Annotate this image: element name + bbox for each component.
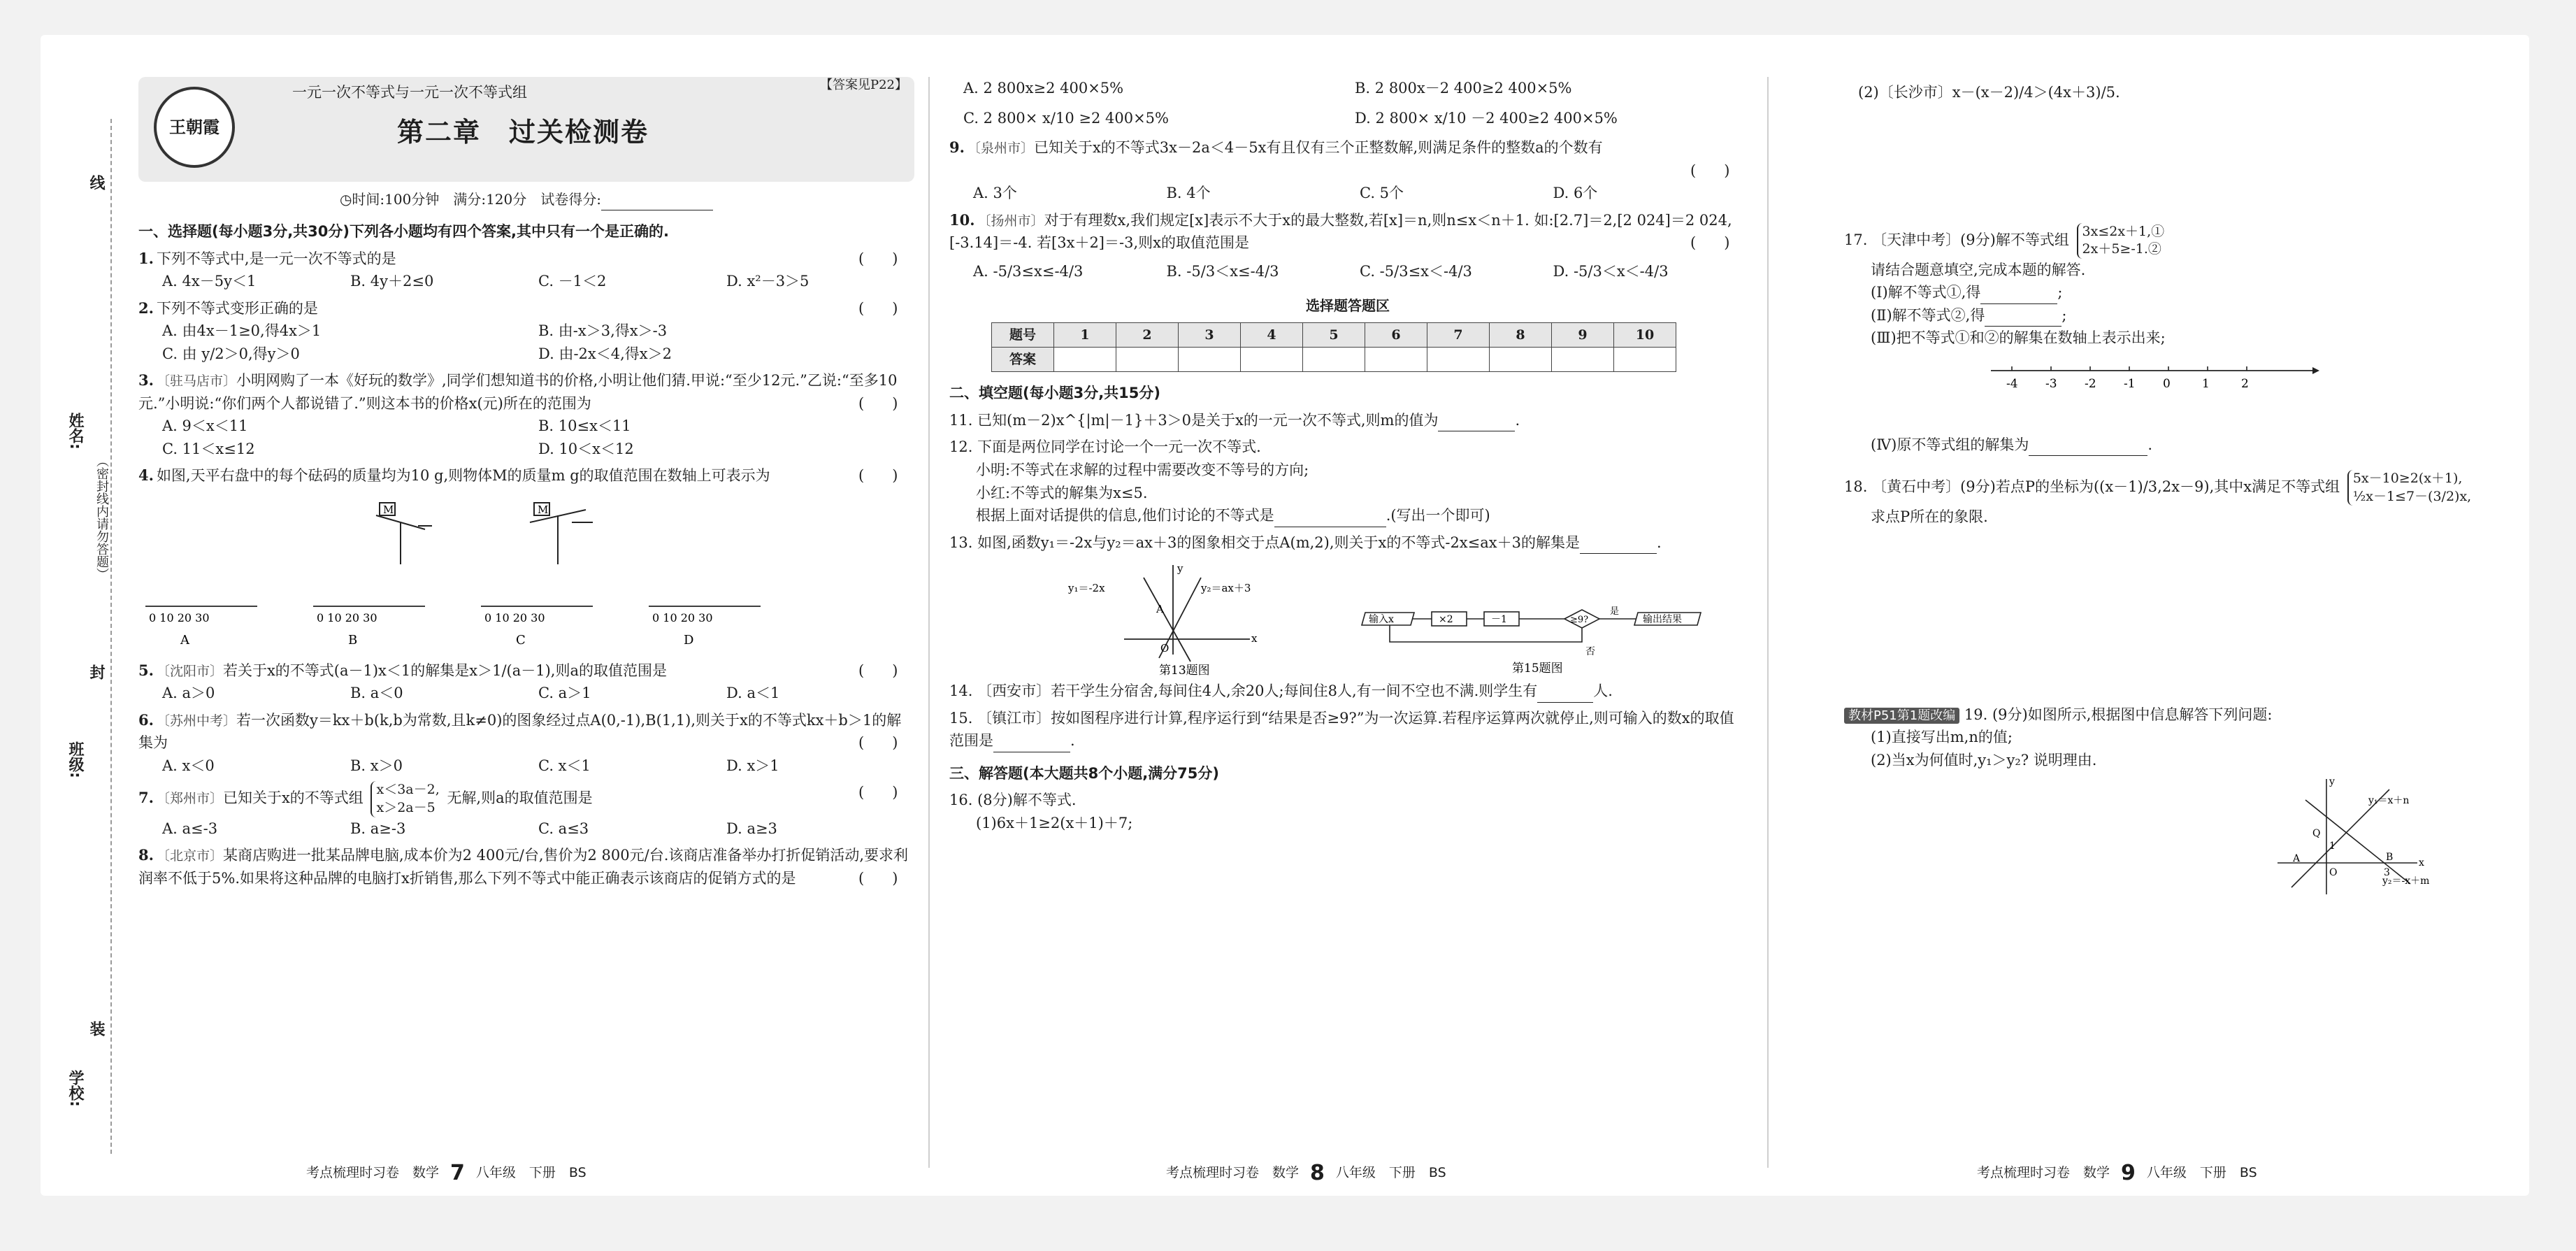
question-16: 16. (8分)解不等式. (1)6x＋1≥2(x＋1)＋7; — [949, 792, 1133, 831]
figure-caption: 第15题图 — [1512, 662, 1563, 676]
tick-labels: 0 10 20 30 — [652, 611, 713, 625]
option: B. x＞0 — [350, 757, 403, 774]
option: C. -5/3≤x＜-4/3 — [1360, 262, 1472, 280]
table-header: 6 — [1365, 323, 1427, 348]
tick-labels: 0 10 20 30 — [149, 611, 210, 625]
answer-cell[interactable] — [1614, 348, 1676, 372]
tick-label: 0 — [2163, 377, 2171, 392]
option: D. 6个 — [1553, 185, 1598, 202]
flow-input: 输入x — [1369, 614, 1394, 626]
option: C. 2 800× x/10 ≥2 400×5% — [963, 109, 1169, 127]
option: C. 由 y/2＞0,得y＞0 — [162, 345, 300, 362]
question-3: 3. 〔驻马店市〕小明网购了一本《好玩的数学》,同学们想知道书的价格,小明让他们猜.甲说:“至少12元.”乙说:“至多10元.”小明说:“你们两个人都说错了.”则这本书的价格x(元)所在的范围为 () A. 9＜x＜11 B. 10≤x＜11 C. 11＜x≤12 D. 10＜x＜12 — [138, 369, 914, 460]
chapter-header — [138, 77, 914, 182]
option: A. 2 800x≥2 400×5% — [963, 80, 1124, 96]
option: B. a＜0 — [350, 685, 403, 702]
option: D. a＜1 — [726, 685, 780, 702]
mark-seal: 封 — [87, 664, 105, 680]
option: D. 2 800× x/10 －2 400≥2 400×5% — [1355, 109, 1618, 127]
option: D. 10＜x＜12 — [538, 440, 634, 457]
footer-page-9: 考点梳理时习卷 数学 9 八年级 下册 BS — [1977, 1161, 2257, 1185]
answer-cell[interactable] — [1365, 348, 1427, 372]
footer-page-7: 考点梳理时习卷 数学 7 八年级 下册 BS — [306, 1161, 587, 1185]
option: D. x＞1 — [726, 757, 779, 774]
label-y1: y₁＝x＋n — [2368, 794, 2410, 806]
option: A. a≤-3 — [162, 820, 218, 837]
exam-meta: ◷时间:100分钟 满分:120分 试卷得分: — [138, 189, 914, 210]
option: A. 3个 — [973, 185, 1017, 202]
option: A. 9＜x＜11 — [162, 417, 248, 435]
flow-yes: 是 — [1610, 606, 1620, 617]
obj-label: M — [383, 503, 394, 517]
option-label: B — [348, 633, 358, 648]
option: B. 由-x＞3,得x＞-3 — [538, 322, 668, 340]
answer-cell[interactable] — [1490, 348, 1552, 372]
section-3-title: 三、解答题(本大题共8个小题,满分75分) — [949, 764, 1220, 782]
binding-strip — [64, 119, 127, 1154]
tick-label: 1 — [2202, 377, 2210, 392]
label-3: 3 — [2384, 866, 2390, 878]
q8-options — [949, 77, 1746, 129]
option: D. 由-2x＜4,得x＞2 — [538, 345, 672, 362]
inequality-system: 3x≤2x＋1,① 2x＋5≥-1.② — [2077, 223, 2165, 259]
table-header: 1 — [1054, 323, 1116, 348]
option: C. a≤3 — [538, 820, 589, 837]
footer-page-8: 考点梳理时习卷 数学 8 八年级 下册 BS — [1166, 1161, 1446, 1185]
question-5: 5. 〔沈阳市〕若关于x的不等式(a－1)x＜1的解集是x＞1/(a－1),则a的取值范围是 () A. a＞0 B. a＜0 C. a＞1 D. a＜1 — [138, 659, 914, 705]
question-17: 17. 〔天津中考〕(9分)解不等式组 3x≤2x＋1,① 2x＋5≥-1.② 请结合题意填空,完成本题的解答. (Ⅰ)解不等式①,得 ; (Ⅱ)解不等式②,得 ; (Ⅲ)把不等式①和②的解集在数轴上表示出来; -4 -3 -2 -1 0 1 2 (Ⅳ)原不等式组的解集为 . — [1844, 223, 2487, 457]
table-header: 8 — [1490, 323, 1552, 348]
label-1: 1 — [2329, 840, 2336, 852]
question-6: 6. 〔苏州中考〕若一次函数y＝kx＋b(k,b为常数,且k≠0)的图象经过点A(0,-1),B(1,1),则关于x的不等式kx＋b＞1的解集为 () A. x＜0 B. x＞0 C. x＜1 D. x＞1 — [138, 709, 914, 778]
option: A. -5/3≤x≤-4/3 — [973, 262, 1084, 280]
answer-cell[interactable] — [1303, 348, 1365, 372]
option: A. x＜0 — [162, 757, 215, 774]
question-16-part2: (2)〔长沙市〕x－(x－2)/4＞(4x＋3)/5. — [1858, 84, 2120, 101]
table-header: 10 — [1614, 323, 1676, 348]
option: C. 5个 — [1360, 185, 1404, 202]
tick-label: -1 — [2124, 377, 2136, 392]
question-11: 11. 已知(m－2)x^{|m|－1}＋3＞0是关于x的一元一次不等式,则m的值为 . — [949, 409, 1746, 432]
question-4: 4. 如图,天平右盘中的每个砝码的质量均为10 g,则物体M的质量m g的取值范围在数轴上可表示为 () M M 0 10 20 30 A 0 10 20 30 B 0 10 20 30 C 0 10 20 30 D — [138, 464, 914, 655]
answer-cell[interactable] — [1241, 348, 1303, 372]
table-header: 题号 — [992, 323, 1054, 348]
option-label: C — [516, 633, 526, 648]
table-header: 7 — [1427, 323, 1490, 348]
question-9: 9. 〔泉州市〕已知关于x的不等式3x－2a＜4－5x有且仅有三个正整数解,则满足条件的整数a的个数有 () A. 3个 B. 4个 C. 5个 D. 6个 — [949, 136, 1746, 205]
option: B. -5/3＜x≤-4/3 — [1166, 262, 1279, 280]
flow-times2: ×2 — [1439, 614, 1453, 626]
option: A. 由4x－1≥0,得4x＞1 — [162, 322, 322, 340]
question-19: 教材P51第1题改编 19. (9分)如图所示,根据图中信息解答下列问题: (1)直接写出m,n的值; (2)当x为何值时,y₁＞y₂? 说明理由. y₁＝x＋n y₂＝-x＋m Q A B O 1 3 x y — [1844, 703, 2487, 904]
question-18: 18. 〔黄石中考〕(9分)若点P的坐标为((x－1)/3,2x－9),其中x满足不等式组 5x－10≥2(x＋1), ½x－1≤7－(3/2)x, 求点P所在的象限. — [1844, 471, 2472, 526]
label-o: O — [1160, 642, 1170, 655]
option: D. a≥3 — [726, 820, 777, 837]
option-label: A — [180, 633, 189, 648]
flow-no: 否 — [1585, 646, 1595, 658]
figure-caption: 第13题图 — [1159, 664, 1210, 676]
label-a: A — [2293, 852, 2301, 864]
section-2-title: 二、填空题(每小题3分,共15分) — [949, 385, 1161, 402]
label-b: B — [2386, 851, 2394, 863]
obj-label: M — [538, 503, 549, 517]
answer-reference: 【答案见P22】 — [819, 78, 907, 92]
answer-cell[interactable] — [1054, 348, 1116, 372]
question-2: 2. 下列不等式变形正确的是 () A. 由4x－1≥0,得4x＞1 B. 由-x＞3,得x＞-3 C. 由 y/2＞0,得y＞0 D. 由-2x＜4,得x＞2 — [138, 297, 914, 366]
seal-note: （密封线内请勿答题） — [94, 455, 109, 580]
flow-output: 输出结果 — [1643, 614, 1682, 626]
mark-bind: 装 — [87, 1021, 105, 1036]
label-y1: y₁＝-2x — [1068, 582, 1105, 595]
question-13: 13. 如图,函数y₁＝-2x与y₂＝ax＋3的图象相交于点A(m,2),则关于x的不等式-2x≤ax＋3的解集是 . — [949, 531, 1746, 555]
column-page-8 — [949, 77, 1758, 837]
option: B. 4个 — [1166, 185, 1211, 202]
tick-labels: 0 10 20 30 — [484, 611, 545, 625]
tick-label: -3 — [2045, 377, 2057, 392]
label-o: O — [2329, 866, 2338, 878]
column-divider — [1767, 77, 1769, 1168]
number-line — [1984, 357, 2319, 399]
inequality-system: x＜3a－2, x＞2a－5 — [370, 781, 439, 817]
inequality-system: 5x－10≥2(x＋1), ½x－1≤7－(3/2)x, — [2347, 470, 2471, 506]
flow-check: ≥9? — [1570, 615, 1589, 626]
question-7: 7. 〔郑州市〕已知关于x的不等式组 x＜3a－2, x＞2a－5 无解,则a的取值范围是 () A. a≤-3 B. a≥-3 C. a≤3 D. a≥3 — [138, 781, 914, 840]
mark-line: 线 — [87, 175, 105, 190]
table-header: 4 — [1241, 323, 1303, 348]
option: B. 10≤x＜11 — [538, 417, 631, 435]
tick-labels: 0 10 20 30 — [317, 611, 377, 625]
column-page-7 — [138, 77, 926, 892]
question-8: 8. 〔北京市〕某商店购进一批某品牌电脑,成本价为2 400元/台,售价为2 800元/台.该商店准备举办打折促销活动,要求利润率不低于5%.如果将这种品牌的电脑打x折销售,那么下列不等式中能正确表示该商店的促销方式的是 () — [138, 846, 926, 887]
label-q: Q — [2312, 827, 2321, 839]
question-12: 12. 下面是两位同学在讨论一个一元一次不等式. 小明:不等式在求解的过程中需要改变不等号的方向; 小红:不等式的解集为x≤5. 根据上面对话提供的信息,他们讨论的不等式是 .(写出一个即可) — [949, 436, 1746, 527]
question-1: 1. 下列不等式中,是一元一次不等式的是 () A. 4x－5y＜1 B. 4y＋2≤0 C. －1＜2 D. x²－3＞5 — [138, 248, 914, 293]
question-15: 15. 〔镇江市〕按如图程序进行计算,程序运行到“结果是否≥9?”为一次运算.若程序运算两次就停止,则可输入的数x的取值范围是 . — [949, 707, 1746, 752]
question-14: 14. 〔西安市〕若干学生分宿舍,每间住4人,余20人;每间住8人,有一间不空也不满.则学生有 人. — [949, 680, 1746, 703]
option: D. x²－3＞5 — [726, 273, 810, 290]
answer-cell[interactable] — [1552, 348, 1614, 372]
exam-sheet — [41, 35, 2529, 1196]
option: A. 4x－5y＜1 — [162, 273, 257, 290]
option: C. －1＜2 — [538, 273, 607, 290]
answer-cell[interactable] — [1427, 348, 1490, 372]
option: A. a＞0 — [162, 685, 215, 702]
option-label: D — [684, 633, 694, 648]
label-x: x — [2419, 857, 2424, 868]
option: C. a＞1 — [538, 685, 591, 702]
school-label: 学校: — [66, 1070, 84, 1107]
unit-title: 一元一次不等式与一元一次不等式组 — [292, 84, 527, 101]
option: D. -5/3＜x＜-4/3 — [1553, 262, 1669, 280]
option: B. 4y＋2≤0 — [350, 273, 434, 290]
figure-19 — [2264, 772, 2473, 898]
answer-cell[interactable] — [1179, 348, 1241, 372]
label-y2: y₂＝ax＋3 — [1201, 582, 1251, 595]
section-1-title: 一、选择题(每小题3分,共30分)下列各小题均有四个答案,其中只有一个是正确的. — [138, 223, 669, 240]
column-page-9 — [1844, 77, 2487, 907]
answer-cell[interactable] — [1116, 348, 1179, 372]
table-header: 3 — [1179, 323, 1241, 348]
label-y: y — [2329, 775, 2335, 787]
answer-table-title: 选择题答题区 — [1306, 297, 1390, 315]
publisher-logo: 王朝霞 — [154, 87, 235, 168]
table-header: 2 — [1116, 323, 1179, 348]
balance-figure — [138, 487, 914, 655]
table-header: 5 — [1303, 323, 1365, 348]
table-header: 9 — [1552, 323, 1614, 348]
figures-13-15 — [949, 557, 1746, 675]
tick-label: -4 — [2006, 377, 2018, 392]
option: C. 11＜x≤12 — [162, 440, 255, 457]
flow-minus1: －1 — [1491, 614, 1507, 626]
column-divider — [928, 77, 930, 1168]
answer-table — [991, 322, 1676, 372]
name-label: 姓名: — [66, 413, 84, 450]
option: B. a≥-3 — [350, 820, 406, 837]
option: B. 2 800x－2 400≥2 400×5% — [1355, 80, 1572, 96]
textbook-tag: 教材P51第1题改编 — [1844, 708, 1959, 724]
question-10: 10. 〔扬州市〕对于有理数x,我们规定[x]表示不大于x的最大整数,若[x]＝n,则n≤x＜n＋1. 如:[2.7]＝2,[2 024]＝2 024,[-3.14]＝-4. 若[3x＋2]＝-3,则x的取值范围是 () A. -5/3≤x≤-4/3 B. -5/3＜x≤-4/3 C. -5/3≤x＜-4/3 D. -5/3＜x＜-4/3 — [949, 209, 1746, 283]
tick-label: -2 — [2085, 377, 2096, 392]
tick-label: 2 — [2241, 377, 2249, 392]
option: C. x＜1 — [538, 757, 591, 774]
table-header: 答案 — [992, 348, 1054, 372]
label-y: y — [1177, 562, 1183, 576]
label-y2: y₂＝-x＋m — [2382, 875, 2430, 887]
class-label: 班级: — [66, 741, 84, 778]
label-a: A — [1156, 603, 1164, 616]
label-x: x — [1251, 632, 1258, 645]
chapter-title: 第二章 过关检测卷 — [397, 117, 649, 148]
